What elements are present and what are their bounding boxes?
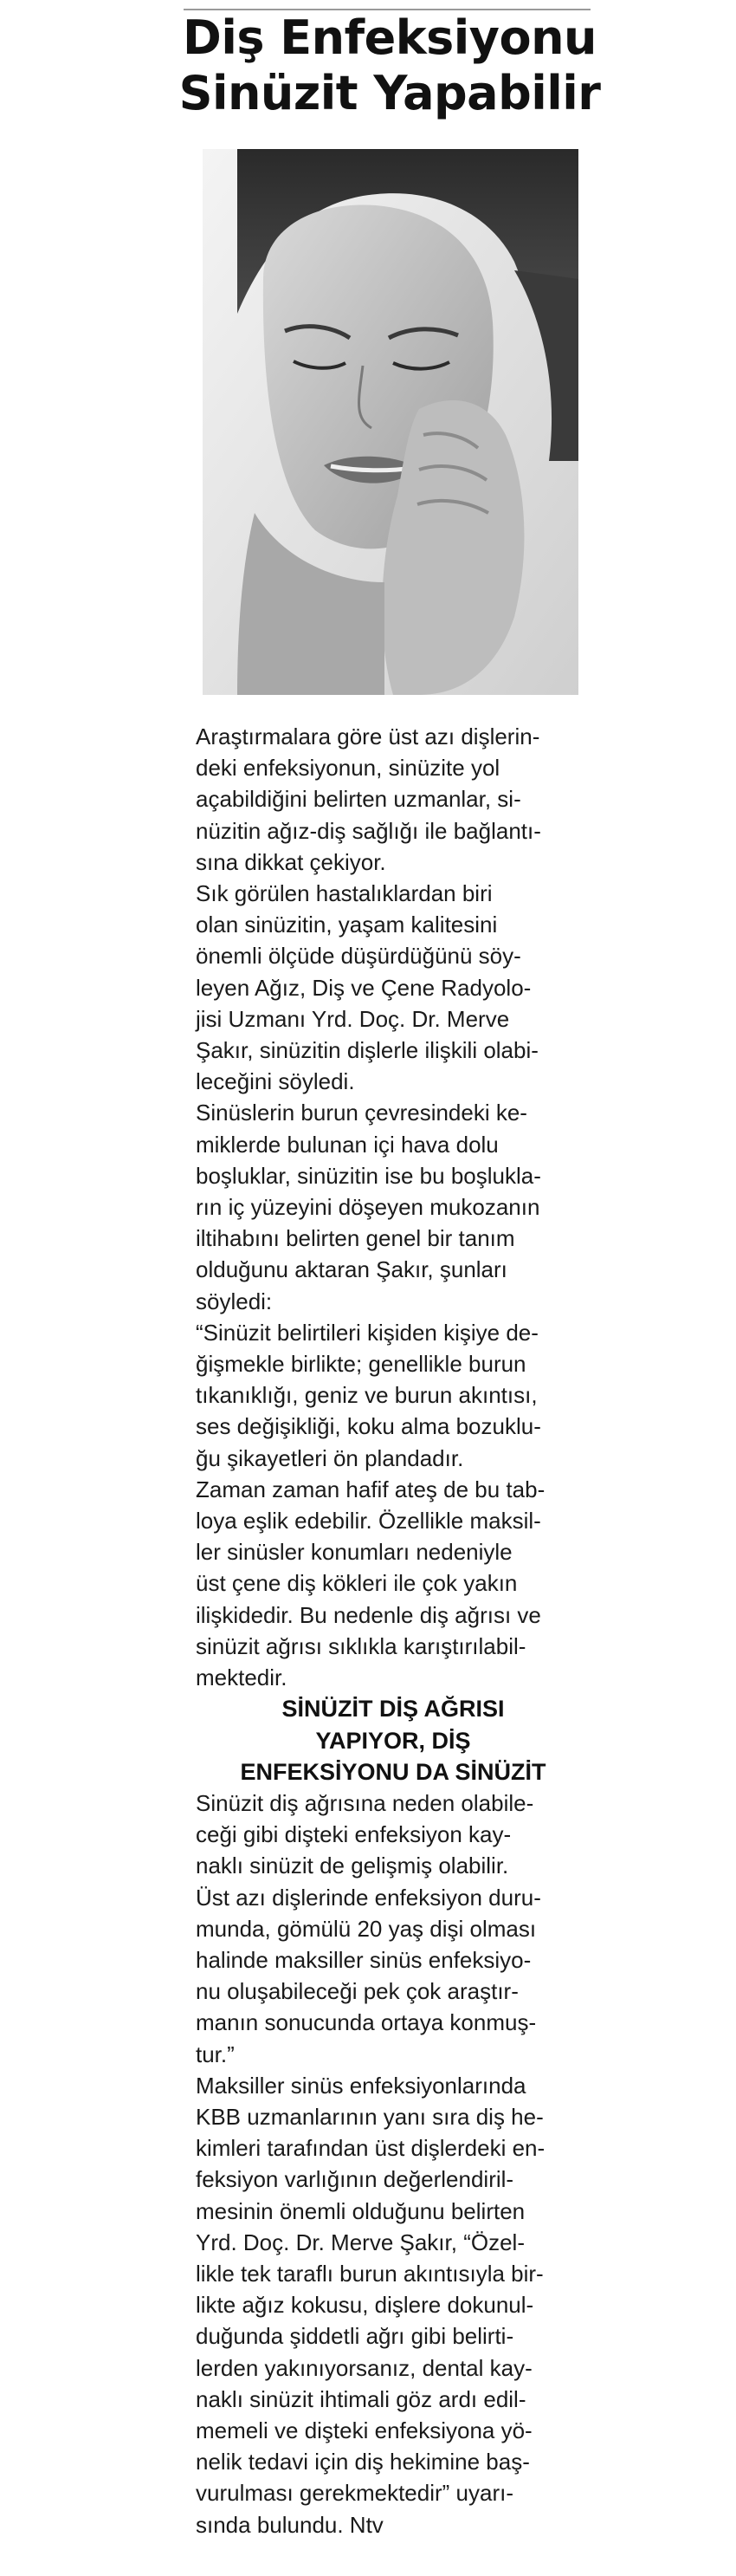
text-line: önemli ölçüde düşürdüğünü söy-: [196, 943, 521, 970]
paragraph-4: [196, 1317, 591, 1474]
subheading: [196, 1693, 591, 1788]
text-line: Sinüslerin burun çevresindeki ke-: [196, 1100, 527, 1126]
text-line: leyen Ağız, Diş ve Çene Radyolo-: [196, 974, 532, 1001]
text-line: kimleri tarafından üst dişlerdeki en-: [196, 2135, 546, 2162]
text-line: KBB uzmanlarının yanı sıra diş he-: [196, 2103, 544, 2130]
text-line: rın iç yüzeyini döşeyen mukozanın: [196, 1194, 540, 1221]
paragraph-6: [196, 1788, 591, 1882]
text-line: nu oluşabileceği pek çok araştır-: [196, 1978, 519, 2005]
text-line: söyledi:: [196, 1288, 273, 1314]
text-line: duğunda şiddetli ağrı gibi belirti-: [196, 2323, 514, 2350]
text-line: likte ağız kokusu, dişlere dokunul-: [196, 2292, 534, 2319]
text-line: ilişkidedir. Bu nedenle diş ağrısı ve: [196, 1601, 541, 1628]
text-line: ğişmekle birlikte; genellikle burun: [196, 1351, 526, 1378]
text-line: Şakır, sinüzitin dişlerle ilişkili olabi-: [196, 1037, 539, 1064]
text-line: mektedir.: [196, 1664, 287, 1691]
text-line: naklı sinüzit ihtimali göz ardı edil-: [196, 2385, 526, 2412]
text-line: mesinin önemli olduğunu belirten: [196, 2197, 526, 2224]
text-line: ğu şikayetleri ön plandadır.: [196, 1444, 464, 1471]
text-line: nüzitin ağız-diş sağlığı ile bağlantı-: [196, 817, 541, 844]
text-line: loya eşlik edebilir. Özellikle maksil-: [196, 1508, 541, 1535]
text-line: likle tek taraflı burun akıntısıyla bir-: [196, 2260, 544, 2287]
text-line: deki enfeksiyonun, sinüzite yol: [196, 755, 500, 782]
text-line: tıkanıklığı, geniz ve burun akıntısı,: [196, 1382, 538, 1409]
article-photo: [203, 149, 578, 695]
headline: [173, 10, 606, 121]
text-line: munda, gömülü 20 yaş dişi olması: [196, 1915, 537, 1942]
text-line: ler sinüsler konumları nedeniyle: [196, 1539, 513, 1566]
text-line: Sık görülen hastalıklardan biri: [196, 880, 493, 907]
text-line: manın sonucunda ortaya konmuş-: [196, 2009, 537, 2036]
text-line: Zaman zaman hafif ateş de bu tab-: [196, 1476, 546, 1502]
headline-line-2: Sinüzit Yapabilir: [178, 66, 601, 120]
paragraph-3: [196, 1097, 591, 1316]
paragraph-5: [196, 1474, 591, 1693]
woman-with-toothache-photo: [203, 149, 578, 695]
text-line: feksiyon varlığının değerlendiril-: [196, 2166, 514, 2193]
text-line: ses değişikliği, koku alma bozuklu-: [196, 1413, 541, 1440]
subheading-line: ENFEKSİYONU DA SİNÜZİT: [240, 1758, 546, 1785]
text-line: tur.”: [196, 2041, 235, 2067]
text-line: sinüzit ağrısı sıklıkla karıştırılabil-: [196, 1632, 526, 1659]
text-line: nelik tedavi için diş hekimine baş-: [196, 2449, 530, 2475]
text-line: Sinüzit diş ağrısına neden olabile-: [196, 1789, 534, 1816]
text-line: boşluklar, sinüzitin ise bu boşlukla-: [196, 1162, 541, 1189]
paragraph-8: [196, 2070, 591, 2540]
text-line: Yrd. Doç. Dr. Merve Şakır, “Özel-: [196, 2229, 525, 2255]
text-line: sında bulundu. Ntv: [196, 2511, 384, 2538]
text-line: üst çene diş kökleri ile çok yakın: [196, 1570, 518, 1597]
text-line: iltihabını belirten genel bir tanım: [196, 1225, 515, 1252]
article-body: [196, 721, 591, 2540]
text-line: olan sinüzitin, yaşam kalitesini: [196, 912, 498, 938]
text-line: ceği gibi dişteki enfeksiyon kay-: [196, 1821, 512, 1848]
text-line: Araştırmalara göre üst azı dişlerin-: [196, 723, 540, 749]
headline-line-1: Diş Enfeksiyonu: [183, 10, 597, 65]
subheading-line: YAPIYOR, DİŞ: [315, 1727, 471, 1754]
text-line: Maksiller sinüs enfeksiyonlarında: [196, 2072, 526, 2099]
text-line: vurulması gerekmektedir” uyarı-: [196, 2480, 513, 2507]
text-line: leceğini söyledi.: [196, 1068, 355, 1095]
text-line: Üst azı dişlerinde enfeksiyon duru-: [196, 1884, 541, 1911]
text-line: “Sinüzit belirtileri kişiden kişiye de-: [196, 1319, 539, 1346]
paragraph-2: [196, 878, 591, 1097]
text-line: naklı sinüzit de gelişmiş olabilir.: [196, 1853, 509, 1879]
text-line: olduğunu aktaran Şakır, şunları: [196, 1256, 507, 1283]
text-line: sına dikkat çekiyor.: [196, 848, 386, 875]
text-line: miklerde bulunan içi hava dolu: [196, 1131, 499, 1158]
text-line: halinde maksiller sinüs enfeksiyo-: [196, 1946, 532, 1973]
paragraph-1: [196, 721, 591, 878]
paragraph-7: [196, 1882, 591, 2070]
subheading-line: SİNÜZİT DİŞ AĞRISI: [281, 1696, 505, 1723]
text-line: memeli ve dişteki enfeksiyona yö-: [196, 2417, 533, 2443]
text-line: jisi Uzmanı Yrd. Doç. Dr. Merve: [196, 1005, 510, 1032]
text-line: açabildiğini belirten uzmanlar, si-: [196, 786, 521, 813]
text-line: lerden yakınıyorsanız, dental kay-: [196, 2354, 533, 2381]
